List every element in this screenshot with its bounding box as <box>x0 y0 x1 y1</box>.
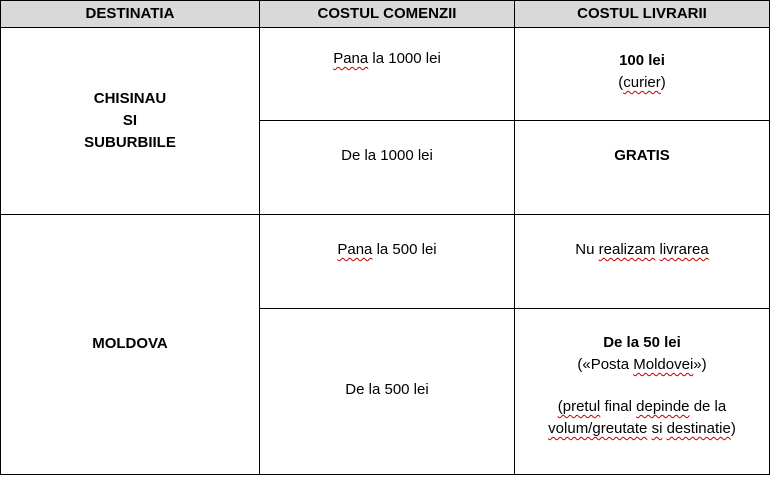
destination-chisinau <box>1 28 259 214</box>
delivery-note-word: curier <box>623 74 661 91</box>
destination-line: CHISINAU <box>93 90 167 107</box>
border-bottom <box>0 474 770 475</box>
delivery-cost-amount: De la 50 lei <box>603 334 681 351</box>
delivery-word-2: livrarea <box>659 241 709 258</box>
carrier-close: ») <box>693 356 707 373</box>
destination-line: SI <box>122 112 138 129</box>
delivery-word-1: realizam <box>598 241 656 258</box>
order-cost-text: De la 1000 lei <box>341 147 433 164</box>
note-word: si <box>651 420 663 437</box>
delivery-cost-free: GRATIS <box>614 147 670 164</box>
header-destinatia-text: DESTINATIA <box>85 5 175 22</box>
order-cost-text <box>337 239 436 261</box>
carrier-open: («Posta <box>577 356 634 373</box>
destination-line: MOLDOVA <box>92 335 168 352</box>
border-col-1 <box>259 0 260 475</box>
delivery-cost-cell <box>515 121 769 191</box>
border-top <box>0 0 770 1</box>
border-col-2 <box>514 0 515 475</box>
delivery-note-open: ( <box>618 74 624 91</box>
header-costul-comenzii-text: COSTUL COMENZII <box>317 5 457 22</box>
delivery-cost-amount: 100 lei <box>619 52 665 69</box>
order-cost-word: Pana <box>333 50 369 67</box>
delivery-note-close: ) <box>660 74 666 91</box>
note-rest: de la <box>689 398 727 415</box>
header-destinatia <box>1 1 259 27</box>
order-cost-text <box>333 48 441 70</box>
destination-moldova <box>1 310 259 378</box>
header-costul-comenzii <box>260 1 514 27</box>
order-cost-cell <box>260 121 514 191</box>
order-cost-rest: la 1000 lei <box>368 50 441 67</box>
delivery-cost-cell <box>515 236 769 264</box>
delivery-carrier <box>577 354 706 376</box>
order-cost-rest: la 500 lei <box>372 241 437 258</box>
order-cost-cell <box>260 376 514 404</box>
note-word: depinde <box>636 398 690 415</box>
note-word: (pretul <box>557 398 601 415</box>
order-cost-text: De la 500 lei <box>345 381 429 398</box>
order-cost-cell <box>260 48 514 76</box>
border-header <box>0 27 770 28</box>
header-costul-livrarii <box>515 1 769 27</box>
note-close: ) <box>730 420 736 437</box>
order-cost-word: Pana <box>337 241 373 258</box>
delivery-note-line-2 <box>548 418 736 440</box>
delivery-start: Nu <box>575 241 599 258</box>
border-section <box>0 214 770 215</box>
border-left <box>0 0 1 475</box>
destination-line: SUBURBIILE <box>84 134 176 151</box>
delivery-note-line-1 <box>558 396 726 418</box>
header-costul-livrarii-text: COSTUL LIVRARII <box>577 5 707 22</box>
note-mid: final <box>600 398 637 415</box>
border-chisinau-split <box>259 120 770 121</box>
note-word: volum/greutate <box>548 420 648 437</box>
delivery-cost-text <box>575 239 708 261</box>
delivery-cost-cell <box>515 50 769 100</box>
delivery-cost-note <box>618 72 666 94</box>
border-moldova-split <box>259 308 770 309</box>
note-word: destinatie <box>666 420 731 437</box>
carrier-word: Moldovei <box>633 356 694 373</box>
delivery-cost-cell <box>515 332 769 454</box>
order-cost-cell <box>260 236 514 264</box>
border-right <box>769 0 770 475</box>
